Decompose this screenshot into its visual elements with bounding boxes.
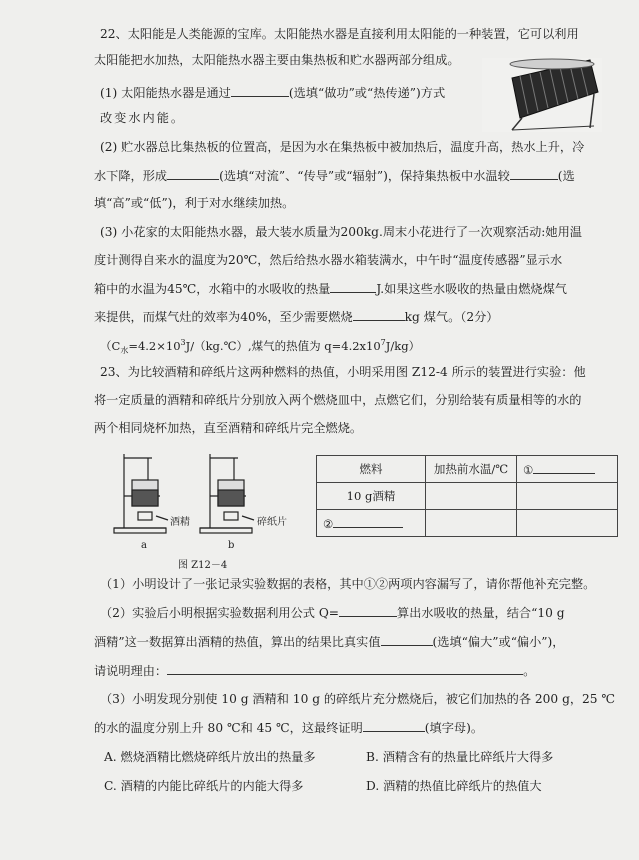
figure-sub-b: b — [228, 540, 235, 551]
table-cell-missing-2[interactable] — [317, 510, 426, 537]
q22-line-2: 太阳能把水加热，太阳能热水器主要由集热板和贮水器两部分组成。 — [94, 53, 460, 67]
table-blank-marker-2: ② — [323, 517, 334, 531]
q22-const-sub: 水 — [120, 346, 129, 356]
q22-constants-line — [100, 335, 420, 359]
table-header-missing-1[interactable] — [517, 456, 618, 483]
q22-part2-line-1: (2) 贮水器总比集热板的位置高，是因为水在集热板中被加热后，温度升高，热水上升，冷 — [100, 140, 585, 154]
q22-const-a: （C — [100, 338, 121, 353]
q23-sub2-text-a: （2）实验后小明根据实验数据利用公式 Q= — [100, 606, 340, 620]
q22-part3-text-a: 箱中的水温为45℃，水箱中的水吸收的热量 — [94, 282, 331, 296]
q23-line-1: 23、为比较酒精和碎纸片这两种燃料的热值，小明采用图 Z12-4 所示的装置进行实验：他 — [100, 365, 586, 379]
experiment-apparatus-figure — [110, 450, 300, 550]
q23-sub3-line-2 — [94, 719, 483, 736]
q22-blank-5[interactable] — [353, 308, 405, 321]
solar-water-heater-image — [482, 58, 602, 132]
q23-sub3-line-1: （3）小明发现分别使 10 g 酒精和 10 g 的碎纸片充分燃烧后，被它们加热的各 200 g，25 ℃ — [100, 692, 616, 706]
table-cell[interactable] — [426, 510, 517, 537]
figure-sub-a: a — [141, 540, 147, 551]
figure-caption: 图 Z12－4 — [178, 560, 228, 571]
q23-line-2: 将一定质量的酒精和碎纸片分别放入两个燃烧皿中，点燃它们，分别给装有质量相等的水的 — [94, 393, 582, 407]
figure-label-alcohol: 酒精 — [170, 517, 190, 528]
q23-sub2-line-2 — [94, 633, 564, 650]
q23-sub2-text-d: (选填“偏大”或“偏小”)， — [432, 635, 565, 649]
option-c[interactable]: C. 酒精的内能比碎纸片的内能大得多 — [104, 779, 304, 793]
q22-const-b: =4.2×10 — [128, 338, 181, 353]
q22-part1-text-b: (选填“做功”或“热传递”)方式 — [288, 86, 446, 100]
q22-part3-line-1: (3) 小花家的太阳能热水器，最大装水质量为200kg.周末小花进行了一次观察活动:她用温 — [100, 225, 582, 239]
q22-part3-text-d: kg 煤气。（2分） — [404, 310, 499, 324]
option-a[interactable]: A. 燃烧酒精比燃烧碎纸片放出的热量多 — [104, 750, 316, 764]
q23-sub1: （1）小明设计了一张记录实验数据的表格，其中①②两项内容漏写了，请你帮他补充完整。 — [100, 577, 596, 591]
q23-sub2-text-e: 请说明理由： — [94, 664, 168, 678]
q23-sub3-text-b: (填字母)。 — [424, 721, 484, 735]
table-cell[interactable] — [426, 483, 517, 510]
q23-sub2-text-b: 算出水吸收的热量，结合“10 g — [397, 606, 565, 620]
q22-part3-line-3 — [94, 280, 567, 297]
q22-blank-4[interactable] — [330, 280, 376, 293]
q22-part2-line-2 — [94, 167, 575, 184]
table-cell[interactable] — [517, 483, 618, 510]
q22-const-sup1: 3 — [180, 338, 186, 347]
q22-part1-line-2: 改变水内能。 — [100, 111, 186, 125]
q22-part2-text-c: (选 — [557, 169, 575, 183]
q23-sub3-text-a: 的水的温度分别上升 80 ℃和 45 ℃，这最终证明 — [94, 721, 363, 735]
table-header-fuel: 燃料 — [317, 456, 426, 483]
q22-const-c: J/（kg.℃）,煤气的热值为 q=4.2x10 — [185, 338, 381, 353]
option-d[interactable]: D. 酒精的热值比碎纸片的热值大 — [366, 779, 542, 793]
q22-part3-text-b: J.如果这些水吸收的热量由燃烧煤气 — [376, 282, 567, 296]
q23-blank-compare[interactable] — [381, 633, 433, 646]
option-b[interactable]: B. 酒精含有的热量比碎纸片大得多 — [366, 750, 554, 764]
q22-part1-line — [100, 84, 445, 101]
q22-blank-1[interactable] — [231, 84, 289, 97]
q22-part3-line-2: 度计测得自来水的温度为20℃，然后给热水器水箱装满水，中午时“温度传感器”显示水 — [94, 253, 563, 267]
table-row — [317, 456, 618, 483]
q22-part1-text-a: (1) 太阳能热水器是通过 — [100, 86, 231, 100]
q23-sub2-text-f: 。 — [523, 664, 536, 678]
table-row — [317, 483, 618, 510]
q23-line-3: 两个相同烧杯加热，直至酒精和碎纸片完全燃烧。 — [94, 421, 363, 435]
q23-blank-answer[interactable] — [363, 719, 425, 732]
table-cell-alcohol: 10 g酒精 — [317, 483, 426, 510]
q22-part3-text-c: 来提供，而煤气灶的效率为40%，至少需要燃烧 — [94, 310, 353, 324]
q22-part2-line-3: 填“高”或“低”)，利于对水继续加热。 — [94, 196, 295, 210]
table-row — [317, 510, 618, 537]
q22-const-sup2: 7 — [380, 338, 386, 347]
table-blank-marker-1: ① — [523, 463, 534, 477]
q23-sub2-line-3 — [94, 662, 535, 679]
q22-part2-text-a: 水下降，形成 — [94, 169, 168, 183]
q23-sub2-line-1 — [100, 604, 565, 621]
q22-line-1: 22、太阳能是人类能源的宝库。太阳能热水器是直接利用太阳能的一种装置，它可以利用 — [100, 27, 579, 41]
experiment-record-table — [316, 455, 618, 537]
q22-const-d: J/kg） — [385, 338, 421, 353]
q22-part2-text-b: (选填“对流”、“传导”或“辐射”)，保持集热板中水温较 — [219, 169, 510, 183]
figure-label-paper: 碎纸片 — [257, 517, 287, 528]
q22-part3-line-4 — [94, 308, 499, 325]
q23-sub2-text-c: 酒精”这一数据算出酒精的热值，算出的结果比真实值 — [94, 635, 381, 649]
q22-blank-2[interactable] — [167, 167, 219, 180]
table-blank-1[interactable] — [533, 461, 595, 474]
q23-blank-formula[interactable] — [339, 604, 397, 617]
q22-blank-3[interactable] — [510, 167, 558, 180]
q23-blank-reason[interactable] — [167, 662, 523, 675]
table-header-start-temp: 加热前水温/℃ — [426, 456, 517, 483]
table-blank-2[interactable] — [333, 515, 403, 528]
table-cell[interactable] — [517, 510, 618, 537]
